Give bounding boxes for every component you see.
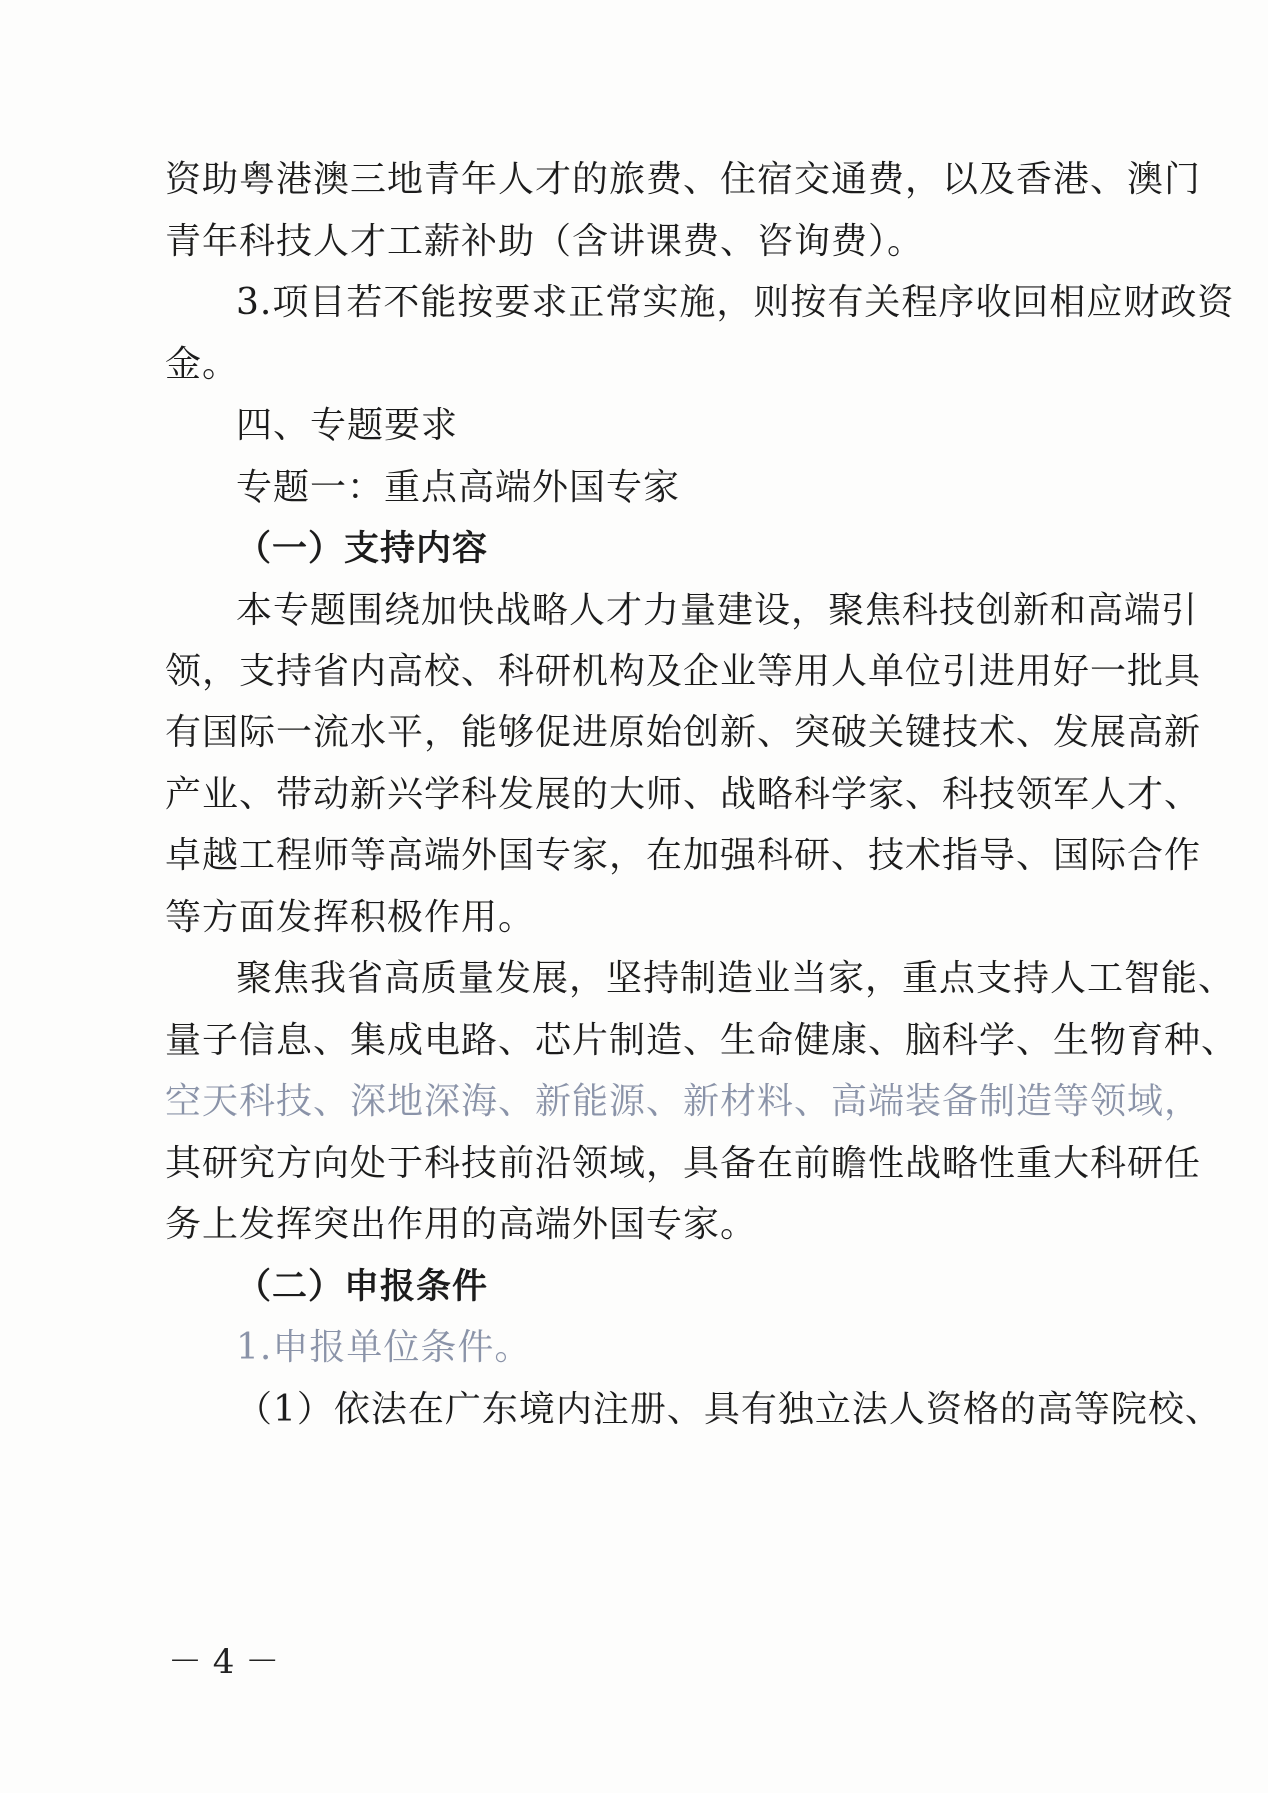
body-text-line: 资助粤港澳三地青年人才的旅费、住宿交通费，以及香港、澳门: [165, 159, 1202, 200]
page-number: － 4 －: [168, 1642, 280, 1682]
body-text-line: 空天科技、深地深海、新能源、新材料、高端装备制造等领域，: [165, 1081, 1202, 1122]
body-text-line: 量子信息、集成电路、芯片制造、生命健康、脑科学、生物育种、: [165, 1020, 1239, 1061]
body-text-line: 聚焦我省高质量发展，坚持制造业当家，重点支持人工智能、: [236, 958, 1236, 999]
body-text-line: 3.项目若不能按要求正常实施，则按有关程序收回相应财政资: [236, 282, 1235, 323]
subsection-heading: （二）申报条件: [236, 1267, 489, 1307]
body-text-line: 青年科技人才工薪补助（含讲课费、咨询费）。: [165, 221, 925, 262]
body-text-line: 产业、带动新兴学科发展的大师、战略科学家、科技领军人才、: [165, 774, 1202, 815]
section-heading: 四、专题要求: [236, 405, 459, 446]
body-text-line: 本专题围绕加快战略人才力量建设，聚焦科技创新和高端引: [236, 590, 1199, 631]
body-text-line: 其研究方向处于科技前沿领域，具备在前瞻性战略性重大科研任: [165, 1143, 1202, 1184]
subsection-heading: （一）支持内容: [236, 529, 489, 569]
body-text-line: 金。: [165, 344, 240, 385]
topic-heading: 专题一：重点高端外国专家: [236, 467, 681, 508]
body-text-line: 有国际一流水平，能够促进原始创新、突破关键技术、发展高新: [165, 712, 1202, 753]
body-text-line: 卓越工程师等高端外国专家，在加强科研、技术指导、国际合作: [165, 835, 1202, 876]
body-text-line: 务上发挥突出作用的高端外国专家。: [165, 1204, 758, 1245]
body-text-line: 领，支持省内高校、科研机构及企业等用人单位引进用好一批具: [165, 651, 1202, 692]
body-text-line: 等方面发挥积极作用。: [165, 897, 536, 938]
body-text-line: 1.申报单位条件。: [236, 1327, 532, 1368]
body-text-line: （1）依法在广东境内注册、具有独立法人资格的高等院校、: [236, 1389, 1222, 1430]
